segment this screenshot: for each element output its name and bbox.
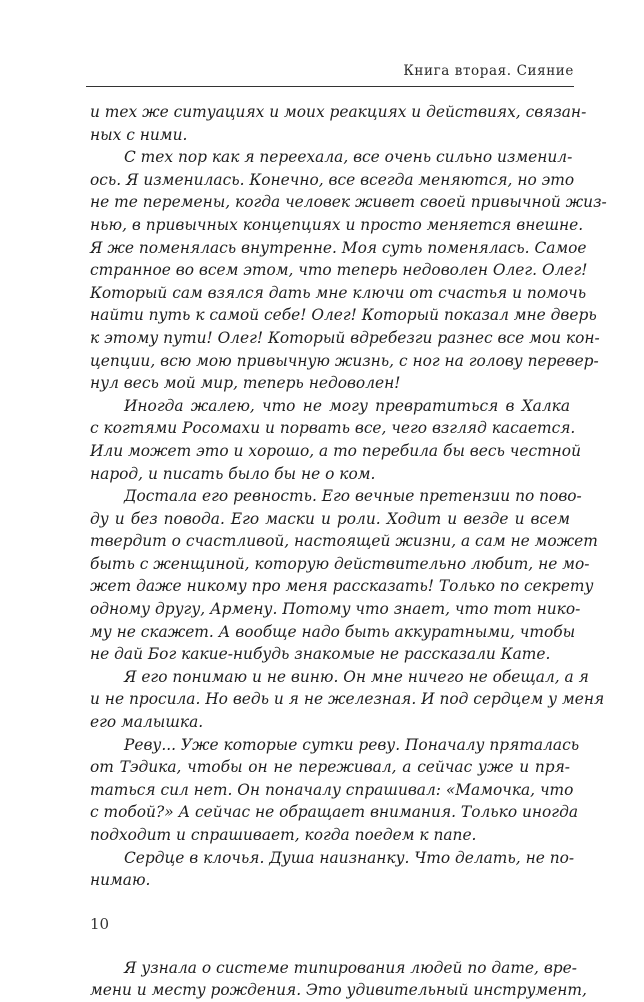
running-header: Книга вторая. Сияние [403, 63, 574, 79]
text-line: не те перемены, когда человек живет своей привычной жиз- [90, 193, 607, 212]
text-line: и не просила. Но ведь и я не железная. И под сердцем у меня [90, 690, 605, 709]
text-line: одному другу, Армену. Потому что знает, что тот нико- [90, 600, 581, 619]
paragraph [90, 666, 605, 734]
text-line: Или может это и хорошо, а то перебила бы весь честной [90, 441, 581, 460]
text-line: быть с женщиной, которую действительно любит, не мо- [90, 554, 590, 573]
text-line: с тобой?» А сейчас не обращает внимания. Только иногда [90, 803, 579, 822]
text-line: Достала его ревность. Его вечные претензии по пово- [124, 487, 582, 506]
text-line: к этому пути! Олег! Который вдребезги разнес все мои кон- [90, 328, 600, 347]
text-line: и тех же ситуациях и моих реакциях и действиях, связан- [90, 103, 587, 121]
section-break [90, 892, 570, 957]
text-line: Сердце в клочья. Душа наизнанку. Что делать, не по- [124, 848, 575, 867]
text-line: нул весь мой мир, теперь недоволен! [90, 374, 401, 393]
text-line: ду и без повода. Его маски и роли. Ходит и везде и всем [90, 509, 570, 528]
page-number: 10 [90, 915, 110, 933]
text-line: нью, в привычных концепциях и просто меняется внешне. [90, 215, 584, 234]
paragraph [90, 101, 587, 146]
text-line: его малышка. [90, 713, 204, 732]
text-line: Реву... Уже которые сутки реву. Поначалу пряталась [124, 735, 580, 754]
text-line: народ, и писать было бы не о ком. [90, 464, 376, 483]
text-line: Я же поменялась внутренне. Моя суть поменялась. Самое [90, 238, 587, 257]
text-line: с когтями Росомахи и порвать все, чего взгляд касается. [90, 419, 576, 438]
paragraph [90, 146, 607, 395]
text-line: от Тэдика, чтобы он не переживал, а сейчас уже и пря- [90, 758, 570, 777]
text-line: не дай Бог какие-нибудь знакомые не рассказали Кате. [90, 645, 551, 664]
text-line: таться сил нет. Он поначалу спрашивал: «Мамочка, что [90, 780, 574, 799]
paragraph [90, 395, 581, 485]
text-line: Который сам взялся дать мне ключи от счастья и помочь [90, 283, 587, 302]
paragraph [90, 485, 598, 666]
text-line: мени и месту рождения. Это удивительный инструмент, [90, 981, 587, 1000]
header-rule [86, 86, 574, 87]
text-line: странное во всем этом, что теперь недоволен Олег. Олег! [90, 261, 588, 280]
text-line: нимаю. [90, 871, 151, 890]
text-line: С тех пор как я переехала, все очень сильно изменил- [124, 148, 573, 167]
text-line: му не скажет. А вообще надо быть аккуратными, чтобы [90, 622, 576, 641]
text-line: твердит о счастливой, настоящей жизни, а сам не может [90, 532, 598, 551]
text-line: ось. Я изменилась. Конечно, все всегда меняются, но это [90, 170, 575, 189]
text-line: цепции, всю мою привычную жизнь, с ног на голову перевер- [90, 351, 599, 370]
text-line: найти путь к самой себе! Олег! Который показал мне дверь [90, 306, 597, 325]
text-line: подходит и спрашивает, когда поедем к папе. [90, 826, 477, 844]
text-line: Иногда жалею, что не могу превратиться в Халка [124, 396, 570, 415]
text-line: Я его понимаю и не виню. Он мне ничего не обещал, а я [124, 667, 589, 686]
paragraph [90, 734, 580, 847]
text-line: жет даже никому про меня рассказать! Только по секрету [90, 577, 594, 596]
paragraph [90, 957, 587, 1002]
text-line: Я узнала о системе типирования людей по дате, вре- [124, 958, 577, 977]
paragraph [90, 847, 575, 892]
body-text [90, 101, 607, 1002]
text-line: ных с ними. [90, 125, 188, 144]
